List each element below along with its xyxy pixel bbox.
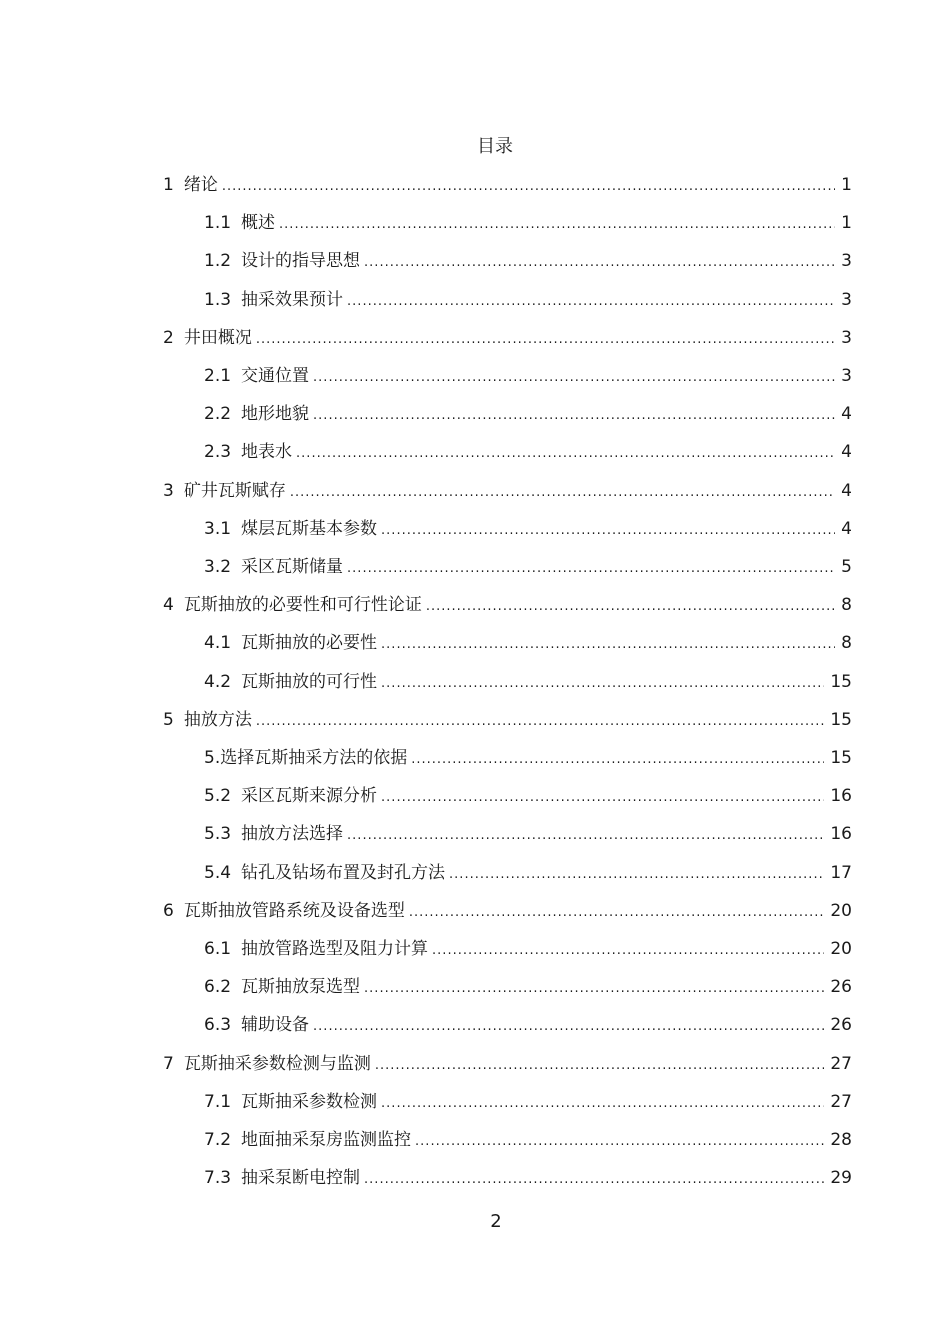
toc-entry-number: 4 (163, 595, 174, 615)
toc-entry[interactable] (204, 668, 852, 696)
toc-entry[interactable] (204, 629, 852, 657)
toc-leader-dots (375, 1052, 825, 1080)
toc-entry-page: 8 (841, 595, 852, 615)
toc-entry[interactable] (163, 591, 852, 619)
toc-entry-page: 28 (830, 1130, 852, 1150)
toc-entry-page: 4 (841, 481, 852, 501)
toc-entry-page: 27 (830, 1054, 852, 1074)
toc-leader-dots (364, 249, 835, 277)
toc-entry-page: 26 (830, 977, 852, 997)
toc-entry[interactable] (163, 324, 852, 352)
toc-entry-page: 4 (841, 404, 852, 424)
toc-entry[interactable] (163, 477, 852, 505)
toc-entry-page: 3 (841, 251, 852, 271)
toc-entry-number: 2.2 (204, 404, 232, 424)
toc-entry-number: 1 (163, 175, 174, 195)
toc-entry[interactable] (204, 1164, 852, 1192)
toc-entry-label: 钻孔及钻场布置及封孔方法 (241, 863, 446, 883)
toc-entry-page: 26 (830, 1015, 852, 1035)
toc-entry-number: 4.2 (204, 672, 232, 692)
toc-entry-number: 5.2 (204, 786, 232, 806)
page-number: 2 (490, 1211, 502, 1232)
toc-leader-dots (381, 670, 824, 698)
toc-entry-label: 辅助设备 (241, 1015, 310, 1035)
toc-leader-dots (347, 555, 835, 583)
toc-entry-page: 15 (830, 748, 852, 768)
toc-leader-dots (256, 708, 825, 736)
toc-leader-dots (409, 899, 825, 927)
toc-entry-label: 概述 (241, 213, 276, 233)
toc-leader-dots (313, 364, 835, 392)
toc-entry[interactable] (163, 171, 852, 199)
toc-entry-number: 3 (163, 481, 174, 501)
toc-entry-number: 2 (163, 328, 174, 348)
toc-entry[interactable] (204, 1088, 852, 1116)
toc-entry-label: 绪论 (183, 175, 218, 195)
toc-leader-dots (347, 288, 835, 316)
toc-entry-label: 瓦斯抽放的可行性 (241, 672, 378, 692)
toc-entry[interactable] (204, 362, 852, 390)
toc-entry-label: 地面抽采泵房监测监控 (241, 1130, 412, 1150)
toc-entry[interactable] (204, 859, 852, 887)
toc-entry-label: 抽采泵断电控制 (241, 1168, 361, 1188)
toc-leader-dots (290, 479, 835, 507)
toc-entry-number: 6.1 (204, 939, 232, 959)
toc-leader-dots (381, 517, 835, 545)
toc-entry-number: 1.1 (204, 213, 232, 233)
toc-entry-label: 瓦斯抽采参数检测 (241, 1092, 378, 1112)
toc-entry-page: 3 (841, 366, 852, 386)
toc-entry-number: 1.2 (204, 251, 232, 271)
toc-leader-dots (381, 784, 824, 812)
toc-entry-page: 3 (841, 290, 852, 310)
toc-entry-page: 20 (830, 901, 852, 921)
toc-entry-page: 1 (841, 175, 852, 195)
toc-leader-dots (411, 746, 824, 774)
toc-leader-dots (256, 326, 835, 354)
toc-entry-page: 5 (841, 557, 852, 577)
toc-entry[interactable] (204, 820, 852, 848)
toc-entry-label: 井田概况 (183, 328, 252, 348)
toc-entry-number: 6.3 (204, 1015, 232, 1035)
toc-entry-page: 16 (830, 786, 852, 806)
toc-leader-dots (347, 822, 824, 850)
toc-entry-number: 7.3 (204, 1168, 232, 1188)
toc-entry[interactable] (204, 286, 852, 314)
toc-leader-dots (222, 173, 835, 201)
toc-leader-dots (364, 975, 824, 1003)
toc-entry-number: 6.2 (204, 977, 232, 997)
toc-entry[interactable] (163, 706, 852, 734)
toc-entry-page: 20 (830, 939, 852, 959)
toc-leader-dots (415, 1128, 824, 1156)
toc-entry-label: 瓦斯抽采参数检测与监测 (183, 1054, 371, 1074)
toc-entry[interactable] (204, 1126, 852, 1154)
toc-entry-number: 7.2 (204, 1130, 232, 1150)
toc-entry-label: 抽采效果预计 (241, 290, 344, 310)
toc-entry-number: 2.3 (204, 442, 232, 462)
toc-entry-label: 煤层瓦斯基本参数 (241, 519, 378, 539)
toc-entry-label: 地表水 (241, 442, 293, 462)
toc-entry-label: 抽放方法选择 (241, 824, 344, 844)
toc-entry-number: 7 (163, 1054, 174, 1074)
toc-entry-page: 17 (830, 863, 852, 883)
toc-entry-page: 16 (830, 824, 852, 844)
toc-entry-number: 7.1 (204, 1092, 232, 1112)
toc-leader-dots (313, 402, 835, 430)
toc-entry-number: 5 (163, 710, 174, 730)
toc-entry-label: 瓦斯抽放泵选型 (241, 977, 361, 997)
toc-entry[interactable] (204, 935, 852, 963)
toc-entry-number: 4.1 (204, 633, 232, 653)
toc-entry[interactable] (204, 400, 852, 428)
toc-leader-dots (279, 211, 835, 239)
toc-entry-page: 4 (841, 442, 852, 462)
toc-entry[interactable] (163, 897, 852, 925)
toc-leader-dots (313, 1013, 824, 1041)
toc-entry-label: 瓦斯抽放的必要性和可行性论证 (183, 595, 422, 615)
toc-entry-page: 15 (830, 710, 852, 730)
toc-entry-page: 8 (841, 633, 852, 653)
toc-entry-label: 采区瓦斯储量 (241, 557, 344, 577)
toc-leader-dots (381, 1090, 824, 1118)
toc-leader-dots (426, 593, 835, 621)
toc-entry-label: 抽放管路选型及阻力计算 (241, 939, 429, 959)
toc-leader-dots (381, 631, 835, 659)
toc-entry-label: 瓦斯抽放管路系统及设备选型 (183, 901, 405, 921)
toc-entry[interactable] (204, 744, 852, 772)
toc-entry[interactable] (204, 515, 852, 543)
toc-leader-dots (449, 861, 824, 889)
toc-entry-number: 5.4 (204, 863, 232, 883)
toc-leader-dots (432, 937, 824, 965)
toc-entry-number: 6 (163, 901, 174, 921)
toc-entry-number: 5.3 (204, 824, 232, 844)
toc-entry-label: 地形地貌 (241, 404, 310, 424)
toc-entry[interactable] (163, 1050, 852, 1078)
toc-entry-page: 15 (830, 672, 852, 692)
toc-entry-page: 1 (841, 213, 852, 233)
toc-entry[interactable] (204, 782, 852, 810)
toc-entry-label: 选择瓦斯抽采方法的依据 (220, 748, 408, 768)
toc-entry-page: 29 (830, 1168, 852, 1188)
toc-leader-dots (296, 440, 835, 468)
toc-entry-label: 交通位置 (241, 366, 310, 386)
toc-title: 目录 (477, 136, 513, 157)
toc-entry[interactable] (204, 247, 852, 275)
toc-entry-number: 1.3 (204, 290, 232, 310)
toc-leader-dots (364, 1166, 824, 1194)
toc-entry-page: 27 (830, 1092, 852, 1112)
toc-entry[interactable] (204, 973, 852, 1001)
toc-entry-number: 5. (204, 748, 221, 768)
toc-entry-label: 采区瓦斯来源分析 (241, 786, 378, 806)
toc-entry-number: 3.2 (204, 557, 232, 577)
toc-entry-number: 2.1 (204, 366, 232, 386)
toc-entry-page: 4 (841, 519, 852, 539)
toc-entry-page: 3 (841, 328, 852, 348)
toc-entry-label: 瓦斯抽放的必要性 (241, 633, 378, 653)
toc-entry[interactable] (204, 553, 852, 581)
toc-entry-number: 3.1 (204, 519, 232, 539)
toc-entry-label: 设计的指导思想 (241, 251, 361, 271)
toc-entry-label: 抽放方法 (183, 710, 252, 730)
toc-entry-label: 矿井瓦斯赋存 (183, 481, 286, 501)
toc-entry[interactable] (204, 209, 852, 237)
toc-entry[interactable] (204, 1011, 852, 1039)
toc-entry[interactable] (204, 438, 852, 466)
